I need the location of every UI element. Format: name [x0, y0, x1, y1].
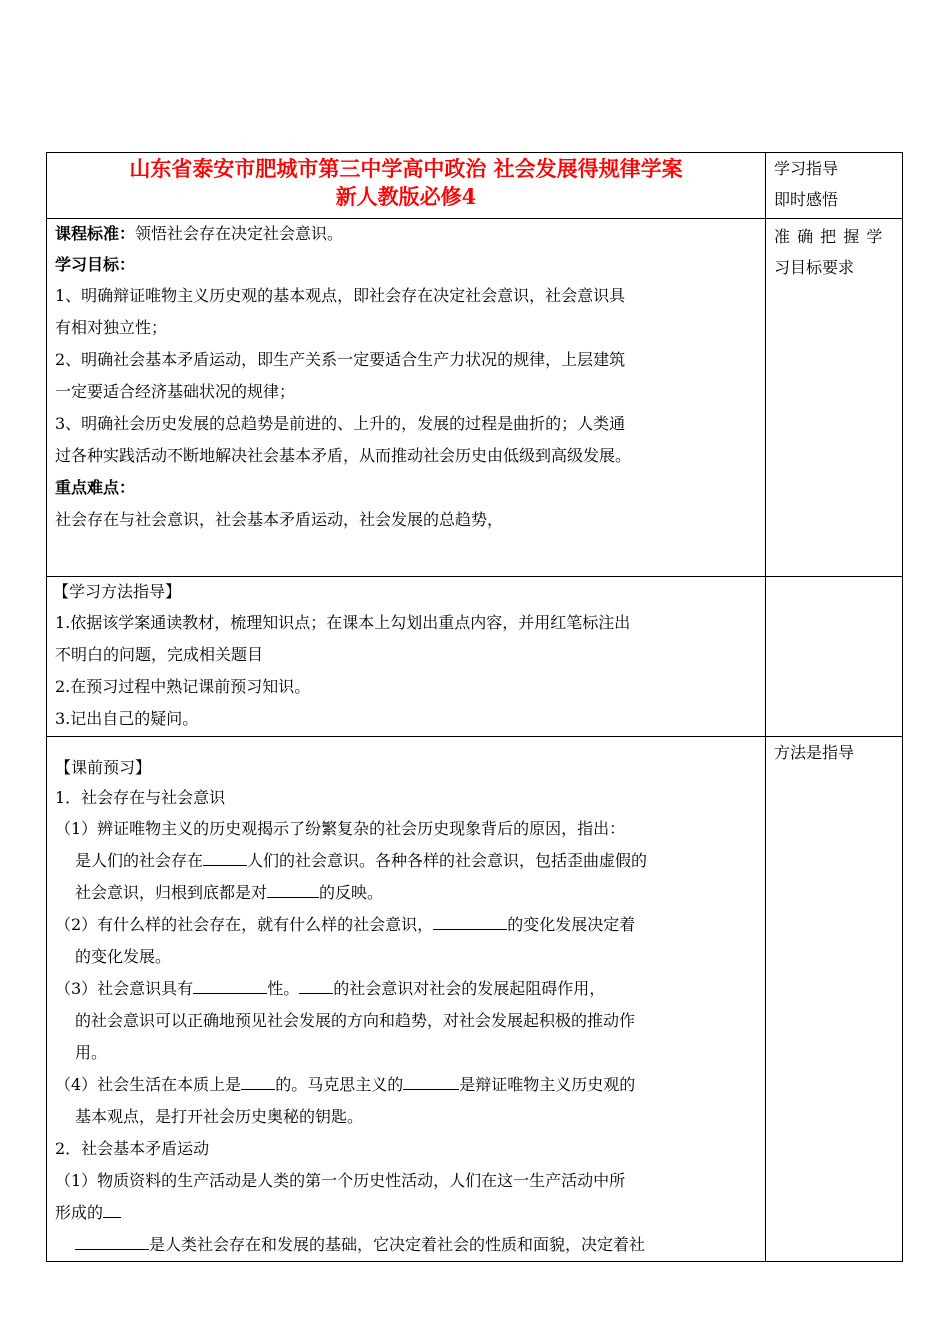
- q1-text-3: 社会意识，归根到底都是对: [75, 883, 268, 902]
- q1-text-1: 是人们的社会存在: [75, 851, 204, 870]
- q1-line-b: [47, 845, 765, 877]
- method-item-3: 3.记出自己的疑问。: [55, 709, 199, 728]
- q3-line-b: 的社会意识可以正确地预见社会发展的方向和趋势，对社会发展起积极的推动作: [75, 1011, 636, 1030]
- course-standard-label: 课程标准：: [55, 224, 136, 243]
- q3-line-c: 用。: [75, 1043, 108, 1062]
- preview-cell: [47, 737, 766, 1262]
- q4-blank-2: [403, 1071, 459, 1090]
- goal-3-line-a: 3、明确社会历史发展的总趋势是前进的、上升的，发展的过程是曲折的；人类通: [55, 414, 626, 433]
- q1-text-2: 人们的社会意识。各种各样的社会意识，包括歪曲虚假的: [247, 851, 648, 870]
- q2-text-2: 的变化发展决定着: [507, 915, 636, 934]
- q2-line-b: 的变化发展。: [75, 947, 172, 966]
- title-cell: [47, 153, 766, 219]
- side-guide-label: 学习指导: [774, 159, 839, 178]
- goal-3-line-b: 过各种实践活动不断地解决社会基本矛盾，从而推动社会历史由低级到高级发展。: [55, 446, 632, 465]
- q3-blank-2: [299, 975, 333, 994]
- method-side-cell: [766, 577, 903, 737]
- q1-line-c: [47, 877, 765, 909]
- standards-side-cell: [766, 219, 903, 577]
- q5-line-c: [47, 1229, 765, 1261]
- side-method-note: 方法是指导: [774, 743, 855, 762]
- q1-text-4: 的反映。: [319, 883, 384, 902]
- q3-text-2: 性。: [267, 979, 300, 998]
- q1-line-a: （1）辨证唯物主义的历史观揭示了纷繁复杂的社会历史现象背后的原因，指出：: [55, 819, 626, 838]
- method-item-1-line-b: 不明白的问题，完成相关题目: [55, 645, 264, 664]
- q4-line-b: 基本观点，是打开社会历史奥秘的钥匙。: [75, 1107, 364, 1126]
- q2-blank-1: [433, 911, 507, 930]
- q1-blank-2: [267, 879, 319, 898]
- goal-2-line-b: 一定要适合经济基础状况的规律；: [55, 382, 296, 401]
- q5-blank-1: [103, 1199, 121, 1218]
- title-line-2: 新人教版必修4: [335, 184, 477, 209]
- method-item-1-line-a: 1.依据该学案通读教材，梳理知识点；在课本上勾划出重点内容，并用红笔标注出: [55, 613, 631, 632]
- q5-line-a: （1）物质资料的生产活动是人类的第一个历史性活动，人们在这一生产活动中所: [55, 1171, 626, 1190]
- goal-2-line-a: 2、明确社会基本矛盾运动，即生产关系一定要适合生产力状况的规律，上层建筑: [55, 350, 626, 369]
- q1-blank-1: [203, 847, 247, 866]
- goals-label: 学习目标：: [55, 255, 136, 274]
- method-item-2: 2.在预习过程中熟记课前预习知识。: [55, 677, 311, 696]
- title-line-1: 山东省泰安市肥城市第三中学高中政治 社会发展得规律学案: [129, 156, 683, 181]
- preview-heading: 【课前预习】: [55, 758, 152, 777]
- q4-text-2: 的。马克思主义的: [275, 1075, 404, 1094]
- q5-text-2: 是人类社会存在和发展的基础，它决定着社会的性质和面貌，决定着社: [149, 1235, 646, 1254]
- course-standard: [47, 219, 765, 249]
- method-heading: 【学习方法指导】: [53, 582, 182, 601]
- q3-line-a: [47, 973, 765, 1005]
- goal-1-line-b: 有相对独立性；: [55, 318, 168, 337]
- key-points-text: 社会存在与社会意识，社会基本矛盾运动，社会发展的总趋势，: [55, 510, 504, 529]
- document-title: [47, 153, 765, 211]
- preview-side-cell: [766, 737, 903, 1262]
- q4-text-1: （4）社会生活在本质上是: [55, 1075, 242, 1094]
- q4-line-a: [47, 1069, 765, 1101]
- q3-blank-1: [193, 975, 267, 994]
- q3-text-1: （3）社会意识具有: [55, 979, 194, 998]
- section-1-title: 1．社会存在与社会意识: [55, 788, 226, 807]
- q5-text-1: 形成的: [55, 1203, 104, 1222]
- q4-blank-1: [241, 1071, 275, 1090]
- q4-text-3: 是辩证唯物主义历史观的: [459, 1075, 636, 1094]
- q5-line-b: [47, 1197, 765, 1229]
- header-side-cell: [766, 153, 903, 219]
- q5-blank-2: [75, 1231, 149, 1250]
- section-2-title: 2．社会基本矛盾运动: [55, 1139, 210, 1158]
- side-goal-note-line-2: 习目标要求: [774, 258, 855, 277]
- method-cell: [47, 577, 766, 737]
- course-standard-text: 领悟社会存在决定社会意识。: [135, 224, 344, 243]
- q3-text-3: 的社会意识对社会的发展起阻碍作用，: [333, 979, 606, 998]
- side-goal-note-line-1: 准 确 把 握 学: [774, 227, 884, 246]
- study-sheet-table: [46, 152, 903, 1262]
- goal-1-line-a: 1、明确辩证唯物主义历史观的基本观点，即社会存在决定社会意识，社会意识具: [55, 286, 626, 305]
- standards-cell: [47, 219, 766, 577]
- q2-text-1: （2）有什么样的社会存在，就有什么样的社会意识，: [55, 915, 434, 934]
- q2-line-a: [47, 909, 765, 941]
- key-points-label: 重点难点：: [55, 478, 136, 497]
- side-reflection-label: 即时感悟: [774, 190, 839, 209]
